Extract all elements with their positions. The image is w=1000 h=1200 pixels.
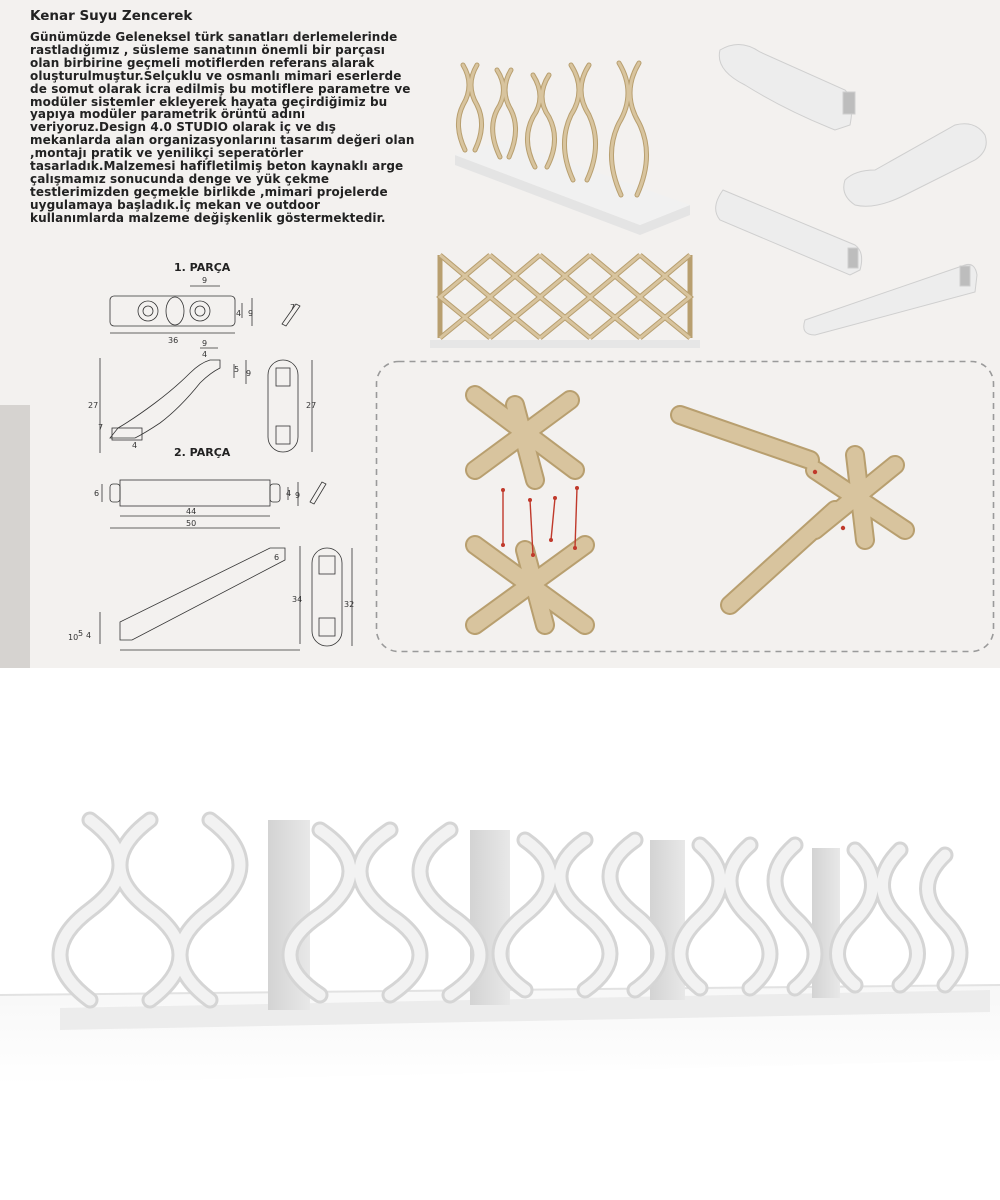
svg-text:4: 4 [236,309,242,318]
svg-text:27: 27 [88,401,99,410]
svg-text:9: 9 [248,309,254,318]
svg-text:9: 9 [246,369,252,378]
svg-text:50: 50 [186,519,197,528]
edge-texture-strip [0,405,30,668]
svg-text:10: 10 [68,633,79,642]
svg-text:9: 9 [295,491,301,500]
part-2-label: 2. PARÇA [174,446,231,459]
svg-text:7: 7 [290,303,296,312]
svg-text:4: 4 [86,631,92,640]
board-title: Kenar Suyu Zencerek [30,8,193,24]
svg-text:34: 34 [292,595,303,604]
svg-text:32: 32 [344,600,355,609]
svg-text:5: 5 [234,365,240,374]
svg-text:9: 9 [202,339,208,348]
lattice-wall-front [430,250,700,350]
part-1-drawing [60,268,345,463]
part-2-drawing [60,462,360,657]
assembly-detail-box [375,360,997,655]
svg-text:44: 44 [186,507,197,516]
svg-text:27: 27 [306,401,317,410]
white-module-pieces [705,30,1000,340]
svg-text:6: 6 [274,553,280,562]
svg-text:4: 4 [132,441,138,450]
svg-text:5: 5 [78,629,84,638]
svg-text:4: 4 [286,489,292,498]
lattice-wall-perspective [455,55,695,235]
svg-text:7: 7 [98,423,104,432]
svg-text:9: 9 [202,276,208,285]
part-1-label: 1. PARÇA [174,261,231,274]
project-description: Günümüzde Geleneksel türk sanatları derlemelerinde rastladığımız , süsleme sanatının önemli bir parçası olan birbirine geçmeli motiflerden referans alarak oluşturulmuştur.Selçuklu ve osmanlı mimari eserlerde de somut olarak icra edilmiş bu motiflere parametre ve modüler sistemler ekleyerek hayata geçirdiğimiz bu yapıya modüler parametrik örüntü adını veriyoruz.Design 4.0 STUDIO olarak iç ve dış mekanlarda alan organizasyonlarını tasarım değeri olan ,montajı pratik ve yenilikçi seperatörler tasarladık.Malzemesi hafifletilmiş beton kaynaklı arge çalışmamız sonucunda denge ve yük çekme testlerimizden geçmekle birlikde ,mimari projelerde uygulamaya başladık.İç mekan ve outdoor kullanımlarda malzeme değişkenlik göstermektedir. [30,30,415,225]
white-wall-render [0,690,1000,1200]
svg-text:4: 4 [202,350,208,359]
svg-text:6: 6 [94,489,100,498]
svg-text:36: 36 [168,336,179,345]
